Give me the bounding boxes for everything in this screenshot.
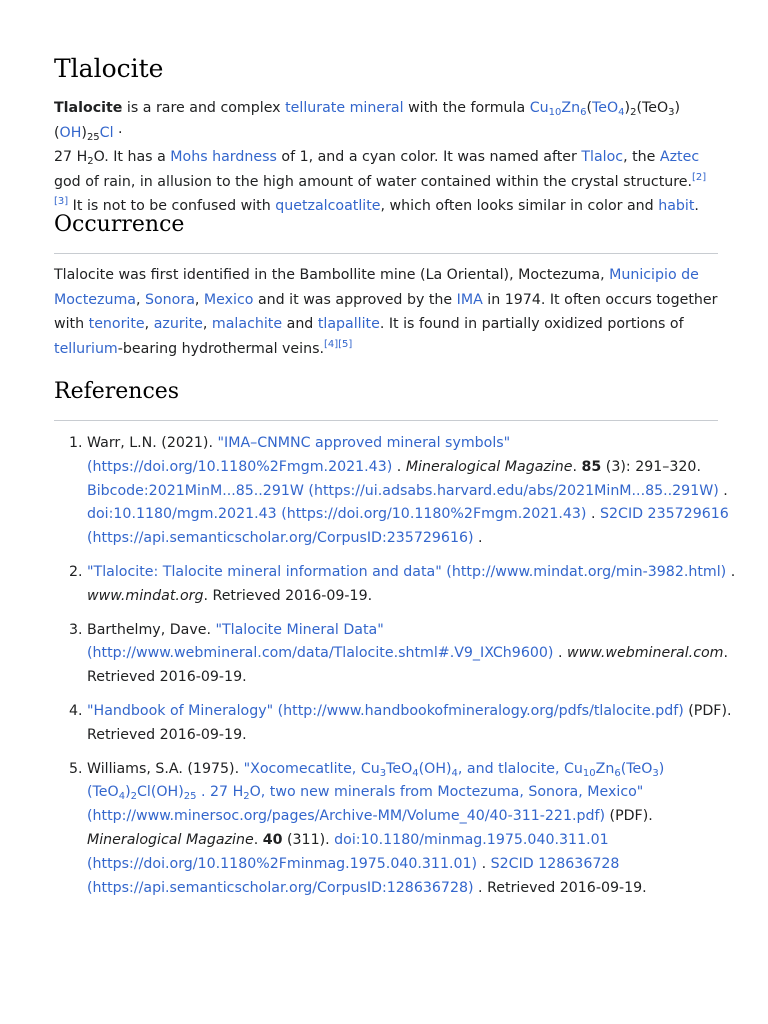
ref5-doi-link[interactable]: doi:10.1180/minmag.1975.040.311.01 (https://doi.org/10.1180%2Fminmag.1975.040.311.01) <box>87 831 609 872</box>
ref2-title-link[interactable]: "Tlalocite: Tlalocite mineral information and data" (http://www.mindat.org/min-3982.html) <box>87 563 727 580</box>
link-mohs-hardness[interactable]: Mohs hardness <box>170 149 277 165</box>
link-tellurate[interactable]: tellurate <box>285 100 346 116</box>
section-divider <box>54 253 718 254</box>
reference-item: 1. Warr, L.N. (2021). "IMA–CNMNC approved mineral symbols" (https://doi.org/10.1180%2Fmgm.2021.43) . Mineralogical Magazine. 85 (3): 291–320. Bibcode:2021MinM...85..291W (https://ui.adsabs.harvard.edu/abs/2021MinM...85..291W) . doi:10.1180/mgm.2021.43 (https://doi.org/10.1180%2Fmgm.2021.43) . S2CID 235729616 (https://api.semanticscholar.org/CorpusID:235729616) . <box>87 432 751 551</box>
citation-5[interactable]: [5] <box>338 338 353 350</box>
link-tellurium[interactable]: tellurium <box>54 340 118 357</box>
link-municipio-de-moctezuma[interactable]: Municipio de Moctezuma <box>54 267 699 308</box>
subject-term: Tlalocite <box>54 100 123 116</box>
section-divider <box>54 420 718 421</box>
ref1-doi-link[interactable]: doi:10.1180/mgm.2021.43 (https://doi.org/10.1180%2Fmgm.2021.43) <box>87 506 587 523</box>
ref4-title-link[interactable]: "Handbook of Mineralogy" (http://www.handbookofmineralogy.org/pdfs/tlalocite.pdf) <box>87 702 684 719</box>
ref1-title-link[interactable]: "IMA–CNMNC approved mineral symbols" (https://doi.org/10.1180%2Fmgm.2021.43) <box>87 435 511 475</box>
citation-4[interactable]: [4] <box>323 338 339 350</box>
formula-cu[interactable]: $Cu_{10}$ <box>529 100 562 118</box>
intro-paragraph: Tlalocite is a rare and complex tellurate mineral with the formula $Cu_{10}Zn_6(TeO_4)_2(TeO_3)(OH)_{25}Cl$ · 27 $H_2O$. It has a Mohs hardness of 1, and a cyan color. It was named after Tlaloc, the Aztec god of rain, in allusion to the high amount of water contained within the crystal structure.[2][3] It is not to be confused with quetzalcoatlite, which often looks similar in color and habit. <box>54 100 707 214</box>
link-tlaloc[interactable]: Tlaloc <box>581 149 624 165</box>
reference-item: 2. "Tlalocite: Tlalocite mineral information and data" (http://www.mindat.org/min-3982.html) . www.mindat.org. Retrieved 2016-09-19. <box>87 561 751 609</box>
link-mexico[interactable]: Mexico <box>203 291 254 308</box>
ref3-title-link[interactable]: "Tlalocite Mineral Data" (http://www.webmineral.com/data/Tlalocite.shtml#.V9_IXCh9600) <box>87 621 554 662</box>
link-quetzalcoatlite[interactable]: quetzalcoatlite <box>275 198 381 214</box>
link-ima[interactable]: IMA <box>456 291 483 308</box>
link-malachite[interactable]: malachite <box>211 316 283 332</box>
ref1-s2cid-link[interactable]: S2CID 235729616 (https://api.semanticscholar.org/CorpusID:235729616) <box>87 506 729 547</box>
link-aztec[interactable]: Aztec <box>659 149 700 165</box>
ref5-title-link[interactable]: "Xocomecatlite, $Cu_3TeO_4(OH)_4$, and tlalocite, $Cu_{10}Zn_6(TeO_3)(TeO_4)_2Cl(OH)_{25}$ . 27 $H_2O$, two new minerals from Moctezuma, Sonora, Mexico" (http://www.minersoc.org/pages/Archive-MM/Volume_40/40-311-221.pdf) <box>87 760 665 825</box>
link-sonora[interactable]: Sonora <box>145 291 195 308</box>
formula-zn[interactable]: $Zn_6$ <box>561 100 587 118</box>
reference-item: 5. Williams, S.A. (1975). "Xocomecatlite, $Cu_3TeO_4(OH)_4$, and tlalocite, $Cu_{10}Zn_6(TeO_3)(TeO_4)_2Cl(OH)_{25}$ . 27 $H_2O$, two new minerals from Moctezuma, Sonora, Mexico" (http://www.minersoc.org/pages/Archive-MM/Volume_40/40-311-221.pdf) (PDF). Mineralogical Magazine. 40 (311). doi:10.1180/minmag.1975.040.311.01 (https://doi.org/10.1180%2Fminmag.1975.040.311.01) . S2CID 128636728 (https://api.semanticscholar.org/CorpusID:128636728) . Retrieved 2016-09-19. <box>87 758 751 901</box>
link-mineral[interactable]: mineral <box>349 100 404 116</box>
citation-3[interactable]: [3] <box>54 196 69 207</box>
formula-teo4[interactable]: TeO$_4$ <box>591 100 625 118</box>
formula-oh[interactable]: OH <box>59 124 82 141</box>
reference-item: 3. Barthelmy, Dave. "Tlalocite Mineral Data" (http://www.webmineral.com/data/Tlalocite.shtml#.V9_IXCh9600) . www.webmineral.com. Retrieved 2016-09-19. <box>87 619 751 690</box>
ref1-bibcode-link[interactable]: Bibcode:2021MinM...85..291W (https://ui.adsabs.harvard.edu/abs/2021MinM...85..291W) <box>87 482 719 499</box>
link-habit[interactable]: habit <box>658 198 695 214</box>
citation-2[interactable]: [2] <box>692 171 707 183</box>
link-tenorite[interactable]: tenorite <box>88 316 145 332</box>
ref5-s2cid-link[interactable]: S2CID 128636728 (https://api.semanticscholar.org/CorpusID:128636728) <box>87 855 620 896</box>
formula-cl[interactable]: Cl <box>99 124 114 141</box>
link-tlapallite[interactable]: tlapallite <box>317 316 380 332</box>
occurrence-paragraph: Tlalocite was first identified in the Bambollite mine (La Oriental), Moctezuma, Municipio de Moctezuma, Sonora, Mexico and it was approved by the IMA in 1974. It often occurs together with tenorite, azurite, malachite and tlapallite. It is found in partially oxidized portions of tellurium-bearing hydrothermal veins.[4][5] <box>54 267 718 357</box>
references-list <box>54 432 751 910</box>
reference-item: 4. "Handbook of Mineralogy" (http://www.handbookofmineralogy.org/pdfs/tlalocite.pdf) (PDF). Retrieved 2016-09-19. <box>87 700 751 748</box>
link-azurite[interactable]: azurite <box>153 316 203 332</box>
occurrence-heading: Occurrence <box>54 212 185 237</box>
references-heading: References <box>54 379 180 404</box>
page-title: Tlalocite <box>54 54 164 83</box>
